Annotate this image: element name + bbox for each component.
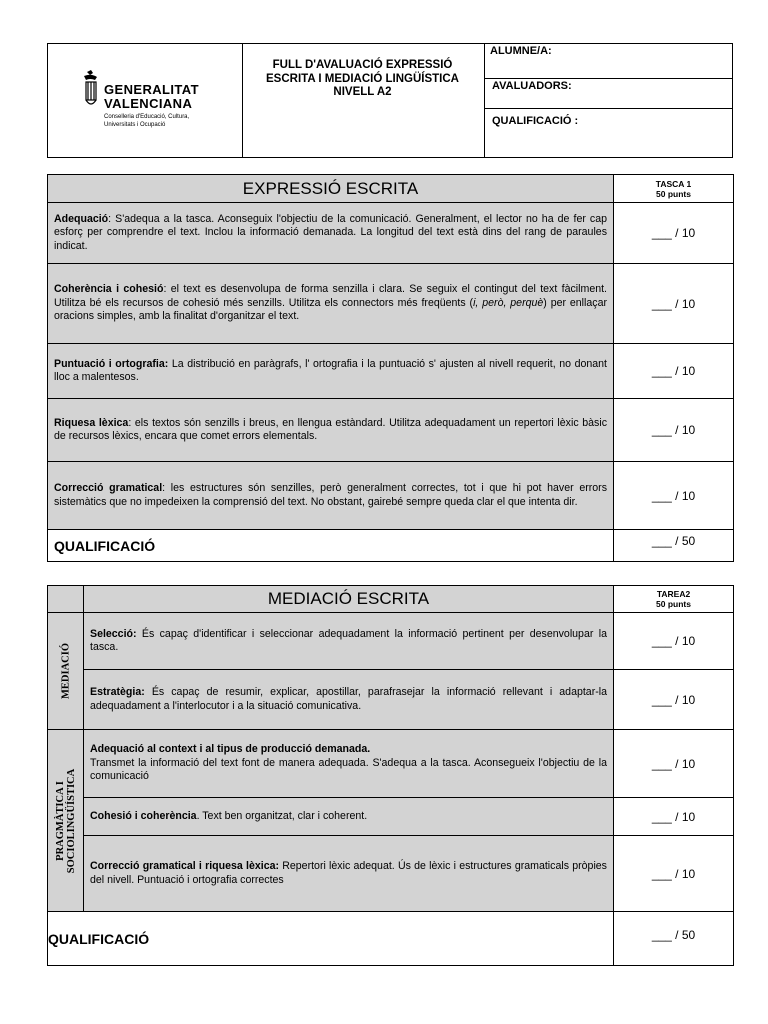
total-label: QUALIFICACIÓ [48,530,614,562]
criterion-text: Transmet la informació del text font de manera adequada. S'adequa a la tasca. Aconsegueix l'objectiu de la comunicació [90,756,607,783]
form-header [47,43,733,158]
criterion-label: Coherència i cohesió [54,283,164,296]
criterion-text: És capaç d'identificar i seleccionar adequadament la informació pertinent per desenvolupar la tasca. [90,627,607,653]
group-label-text [55,768,77,872]
criterion-description [48,462,614,530]
criterion-description [84,670,614,730]
criterion-label: Riquesa lèxica [54,416,129,429]
header-divider [242,44,243,157]
form-title-line-3: NIVELL A2 [333,86,392,98]
criterion-description [48,203,614,264]
criterion-label: Cohesió i coherència [90,809,197,822]
criterion-description [48,264,614,344]
criterion-text: . Text ben organitzat, clar i coherent. [196,809,368,822]
criterion-description [48,399,614,462]
evaluators-field-label: AVALUADORS: [492,80,572,92]
task-points: 50 punts [656,188,691,199]
task-points: 50 punts [656,599,691,609]
mediation-group-label [48,613,84,730]
score-field[interactable]: ___ / 10 [614,798,734,836]
group-header-cell [48,586,84,613]
written-expression-table [47,174,734,562]
total-score-field[interactable]: ___ / 50 [614,530,734,562]
criterion-description [48,344,614,399]
score-field[interactable]: ___ / 10 [614,462,734,530]
task-header [614,175,734,203]
criterion-text: ) per enllaçar oracions simples, amb la finalitat d'organitzar el text. [54,296,607,323]
criterion-label: Selecció: [90,627,137,640]
score-field[interactable]: ___ / 10 [614,836,734,912]
score-field[interactable]: ___ / 10 [614,730,734,798]
criterion-label: Correcció gramatical i riquesa lèxica: [90,860,280,872]
criterion-label: Adequació al context i al tipus de producció demanada. [90,743,371,756]
score-field[interactable]: ___ / 10 [614,203,734,264]
criterion-text: : els textos són senzills i breus, en llengua estàndard. Utilitza adequadament un repertori lèxic bàsic de recursos lèxics, encara que comet errors elementals. [54,416,607,442]
header-field-divider [484,78,732,79]
criterion-text-italic: i, però, perquè [473,296,544,309]
criterion-label: Estratègia: [90,686,145,698]
header-field-divider [484,108,732,109]
logo-subtitle: Conselleria d'Educació, Cultura, Universitats i Ocupació [104,114,190,128]
criterion-text: És capaç de resumir, explicar, apostillar, parafrasejar la informació rellevant i adaptar-la adequadament a l'interlocutor i a la situació comunicativa. [90,686,607,712]
total-label: QUALIFICACIÓ [48,912,614,966]
section-title: MEDIACIÓ ESCRITA [84,586,614,613]
criterion-label: Correcció gramatical [54,482,163,494]
logo-line-2: VALENCIANA [104,96,193,111]
criterion-text: : S'adequa a la tasca. Aconseguix l'objectiu de la comunicació. Generalment, el lector no ha de fer cap esforç per comprendre el text. Inclou la informació demanada. La longitud del text està dins del rang de paraules indicat. [54,212,607,252]
header-divider [484,44,485,157]
score-field[interactable]: ___ / 10 [614,264,734,344]
criterion-label: Puntuació i ortografia: [54,357,169,370]
criterion-text: La distribució en paràgrafs, l' ortografia i la puntuació s' ajusten al nivell requerit, no donant lloc a malentesos. [54,357,607,383]
group-label-line-1: PRAGMÀTICA I [54,780,66,861]
total-score-field[interactable]: ___ / 50 [614,912,734,966]
form-title-line-2: ESCRITA I MEDIACIÓ LINGÜÍSTICA [266,72,459,85]
criterion-text: : les estructures són senzilles, però generalment correctes, tot i que hi pot haver errors sistemàtics que no impedeixen la comprensió del text. No obstant, gairebé sempre queda clar el que intenta dir. [54,482,607,508]
coat-of-arms-icon [81,70,101,114]
task-name: TAREA2 [656,589,691,599]
written-mediation-table [47,585,734,966]
student-field-label: ALUMNE/A: [490,45,552,57]
form-title-line-1: FULL D'AVALUACIÓ EXPRESSIÓ [272,59,453,71]
criterion-description [84,613,614,670]
criterion-text: : el text es desenvolupa de forma senzilla i clara. Se seguix el contingut del text fàcilment. Utilitza bé els recursos de cohesió més senzills. Utilitza els connectors més freqüents ( [54,283,607,309]
logo-line-1: GENERALITAT [104,82,199,97]
criterion-text: Repertori lèxic adequat. Ús de lèxic i estructures gramaticals pròpies del nivell. Puntuació i ortografia correctes [90,860,607,886]
criterion-description [84,836,614,912]
criterion-description [84,798,614,836]
task-name: TASCA 1 [655,178,692,189]
pragmatic-group-label [48,730,84,912]
form-title [245,59,480,100]
criterion-description [84,730,614,798]
task-header [614,586,734,613]
score-field[interactable]: ___ / 10 [614,613,734,670]
criterion-label: Adequació [54,212,109,225]
grade-field-label: QUALIFICACIÓ : [492,115,579,127]
group-label-line-2: SOCIOLINGÜÍSTICA [65,768,77,873]
section-title: EXPRESSIÓ ESCRITA [48,175,614,203]
score-field[interactable]: ___ / 10 [614,670,734,730]
group-label-text: MEDIACIÓ [60,642,71,700]
score-field[interactable]: ___ / 10 [614,399,734,462]
score-field[interactable]: ___ / 10 [614,344,734,399]
generalitat-logo [81,70,241,140]
